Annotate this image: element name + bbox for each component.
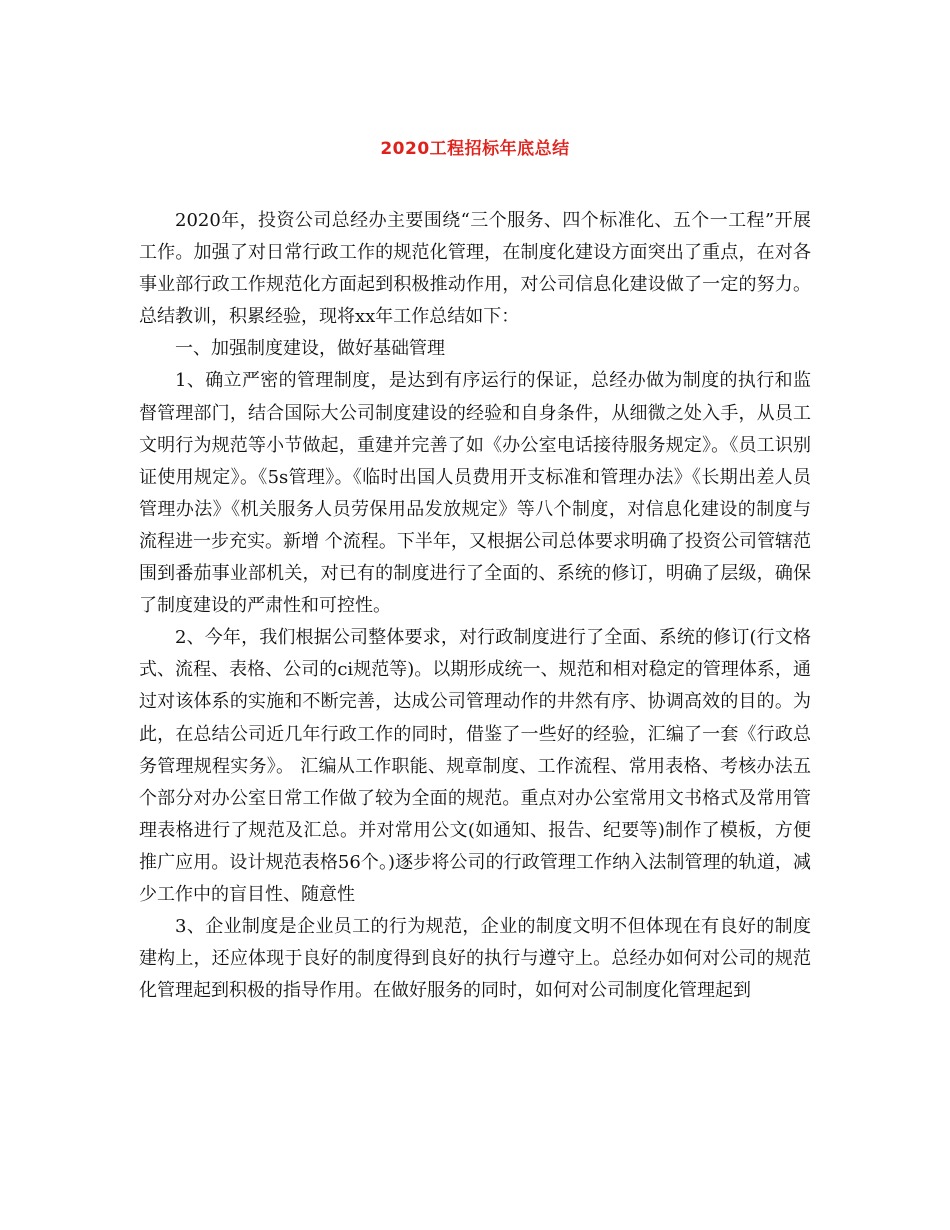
section-heading-1: 一、加强制度建设，做好基础管理	[175, 338, 445, 360]
paragraph-intro: 2020年，投资公司总经办主要围绕“三个服务、四个标准化、五个一工程”开展工作。加强了对日常行政工作的规范化管理，在制度化建设方面突出了重点，在对各事业部行政工作规范化方面起到积极推动作用，对公司信息化建设做了一定的努力。总结教训，积累经验，现将xx年工作总结如下：	[139, 210, 811, 328]
paragraph-item-3: 3、企业制度是企业员工的行为规范，企业的制度文明不但体现在有良好的制度建构上，还应体现于良好的制度得到良好的执行与遵守上。总经办如何对公司的规范化管理起到积极的指导作用。在做好服务的同时，如何对公司制度化管理起到	[139, 916, 811, 1002]
paragraph-item-1: 1、确立严密的管理制度，是达到有序运行的保证，总经办做为制度的执行和监督管理部门，结合国际大公司制度建设的经验和自身条件，从细微之处入手，从员工文明行为规范等小节做起，重建并完善了如《办公室电话接待服务规定》。《员工识别证使用规定》。《5s管理》。《临时出国人员费用开支标准和管理办法》《长期出差人员管理办法》《机关服务人员劳保用品发放规定》等八个制度，对信息化建设的制度与流程进一步充实。新增 个流程。下半年，又根据公司总体要求明确了投资公司管辖范围到番茄事业部机关，对已有的制度进行了全面的、系统的修订，明确了层级，确保了制度建设的严肃性和可控性。	[139, 370, 811, 617]
document-body	[139, 205, 811, 1007]
document-title: 2020工程招标年底总结	[380, 139, 570, 159]
paragraph-item-2: 2、今年，我们根据公司整体要求，对行政制度进行了全面、系统的修订(行文格式、流程、表格、公司的ci规范等)。以期形成统一、规范和相对稳定的管理体系，通过对该体系的实施和不断完善，达成公司管理动作的井然有序、协调高效的目的。为此，在总结公司近几年行政工作的同时，借鉴了一些好的经验，汇编了一套《行政总务管理规程实务》。 汇编从工作职能、规章制度、工作流程、常用表格、考核办法五个部分对办公室日常工作做了较为全面的规范。重点对办公室常用文书格式及常用管理表格进行了规范及汇总。并对常用公文(如通知、报告、纪要等)制作了模板，方便推广应用。设计规范表格56个。)逐步将公司的行政管理工作纳入法制管理的轨道，减少工作中的盲目性、随意性	[139, 627, 811, 905]
